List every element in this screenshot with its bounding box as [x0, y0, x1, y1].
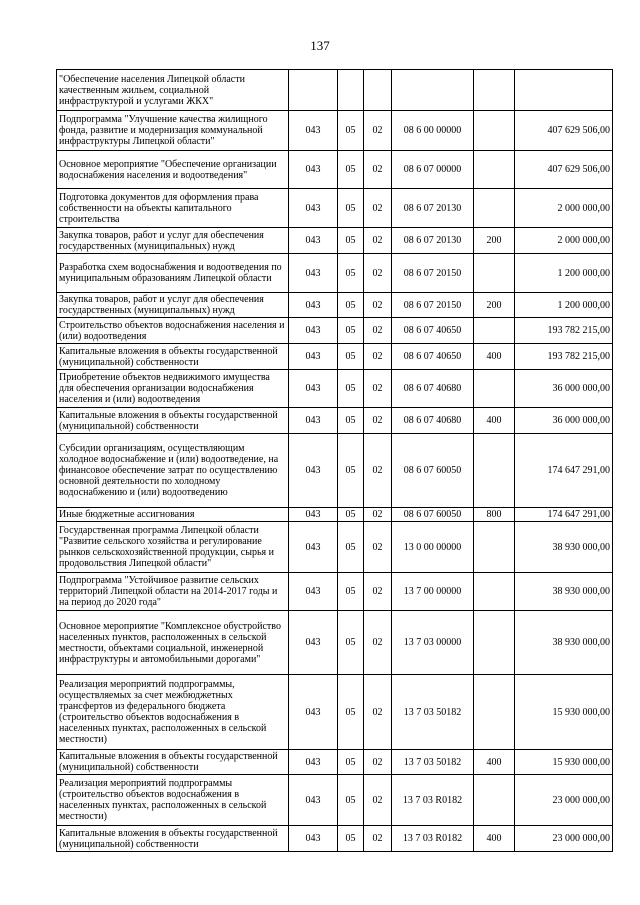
subsection-code: 02	[364, 228, 392, 254]
target-article-code: 08 6 07 40680	[392, 370, 474, 408]
admin-code: 043	[289, 370, 338, 408]
row-name: Капитальные вложения в объекты государственной (муниципальной) собственности	[57, 826, 289, 852]
target-article-code: 08 6 07 60050	[392, 508, 474, 522]
table-row	[57, 254, 613, 293]
section-code: 05	[338, 189, 364, 228]
amount: 2 000 000,00	[515, 228, 613, 254]
table-row	[57, 70, 613, 111]
table-row	[57, 344, 613, 370]
row-name: Капитальные вложения в объекты государственной (муниципальной) собственности	[57, 750, 289, 775]
subsection-code: 02	[364, 775, 392, 826]
expense-type-code: 400	[474, 750, 515, 775]
table-row	[57, 826, 613, 852]
row-name: Строительство объектов водоснабжения населения и (или) водоотведения	[57, 318, 289, 344]
section-code: 05	[338, 344, 364, 370]
row-name: Приобретение объектов недвижимого имущества для обеспечения организации водоснабжения населения и (или) водоотведения	[57, 370, 289, 408]
row-name: Основное мероприятие "Комплексное обустройство населенных пунктов, расположенных в сельской местности, объектами социальной, инженерной инфраструктуры и автомобильными дорогами"	[57, 611, 289, 675]
amount: 23 000 000,00	[515, 826, 613, 852]
target-article-code: 08 6 07 20130	[392, 228, 474, 254]
section-code	[338, 70, 364, 111]
section-code: 05	[338, 254, 364, 293]
subsection-code: 02	[364, 611, 392, 675]
target-article-code: 08 6 07 20150	[392, 293, 474, 318]
target-article-code: 08 6 07 00000	[392, 151, 474, 189]
table-row	[57, 611, 613, 675]
table-row	[57, 370, 613, 408]
section-code: 05	[338, 750, 364, 775]
expense-type-code	[474, 70, 515, 111]
target-article-code: 08 6 07 40650	[392, 318, 474, 344]
table-row	[57, 434, 613, 508]
expense-type-code	[474, 318, 515, 344]
section-code: 05	[338, 611, 364, 675]
amount: 38 930 000,00	[515, 573, 613, 611]
amount: 2 000 000,00	[515, 189, 613, 228]
row-name: "Обеспечение населения Липецкой области качественным жильем, социальной инфраструктурой и услугами ЖКХ"	[57, 70, 289, 111]
budget-table	[56, 69, 613, 852]
table-row	[57, 228, 613, 254]
section-code: 05	[338, 228, 364, 254]
amount: 36 000 000,00	[515, 408, 613, 434]
admin-code: 043	[289, 750, 338, 775]
row-name: Основное мероприятие "Обеспечение организации водоснабжения населения и водоотведения"	[57, 151, 289, 189]
row-name: Реализация мероприятий подпрограммы (строительство объектов водоснабжения в населенных пунктах, расположенных в сельской местности)	[57, 775, 289, 826]
section-code: 05	[338, 293, 364, 318]
expense-type-code: 400	[474, 408, 515, 434]
table-row	[57, 189, 613, 228]
table-row	[57, 522, 613, 573]
section-code: 05	[338, 318, 364, 344]
table-row	[57, 318, 613, 344]
table-row	[57, 508, 613, 522]
table-body	[57, 70, 613, 852]
expense-type-code	[474, 611, 515, 675]
admin-code: 043	[289, 344, 338, 370]
admin-code: 043	[289, 508, 338, 522]
admin-code: 043	[289, 318, 338, 344]
row-name: Подпрограмма "Улучшение качества жилищного фонда, развитие и модернизация коммунальной инфраструктуры Липецкой области"	[57, 111, 289, 151]
table-row	[57, 675, 613, 750]
amount: 407 629 506,00	[515, 151, 613, 189]
amount: 38 930 000,00	[515, 522, 613, 573]
section-code: 05	[338, 370, 364, 408]
subsection-code: 02	[364, 344, 392, 370]
subsection-code: 02	[364, 151, 392, 189]
row-name: Государственная программа Липецкой области "Развитие сельского хозяйства и регулирование рынков сельскохозяйственной продукции, сырья и продовольствия Липецкой области"	[57, 522, 289, 573]
admin-code: 043	[289, 408, 338, 434]
target-article-code: 08 6 07 40650	[392, 344, 474, 370]
subsection-code: 02	[364, 318, 392, 344]
section-code: 05	[338, 434, 364, 508]
table-row	[57, 750, 613, 775]
amount: 174 647 291,00	[515, 434, 613, 508]
expense-type-code	[474, 675, 515, 750]
target-article-code: 08 6 07 20150	[392, 254, 474, 293]
subsection-code: 02	[364, 254, 392, 293]
section-code: 05	[338, 675, 364, 750]
row-name: Капитальные вложения в объекты государственной (муниципальной) собственности	[57, 344, 289, 370]
admin-code: 043	[289, 254, 338, 293]
target-article-code: 13 7 00 00000	[392, 573, 474, 611]
section-code: 05	[338, 573, 364, 611]
table-row	[57, 408, 613, 434]
expense-type-code	[474, 189, 515, 228]
admin-code: 043	[289, 228, 338, 254]
expense-type-code: 200	[474, 228, 515, 254]
amount: 1 200 000,00	[515, 254, 613, 293]
row-name: Капитальные вложения в объекты государственной (муниципальной) собственности	[57, 408, 289, 434]
amount: 15 930 000,00	[515, 675, 613, 750]
admin-code: 043	[289, 189, 338, 228]
expense-type-code	[474, 370, 515, 408]
target-article-code: 08 6 00 00000	[392, 111, 474, 151]
amount: 193 782 215,00	[515, 344, 613, 370]
subsection-code: 02	[364, 189, 392, 228]
section-code: 05	[338, 826, 364, 852]
section-code: 05	[338, 508, 364, 522]
subsection-code: 02	[364, 675, 392, 750]
row-name: Закупка товаров, работ и услуг для обеспечения государственных (муниципальных) нужд	[57, 228, 289, 254]
expense-type-code: 200	[474, 293, 515, 318]
subsection-code: 02	[364, 508, 392, 522]
subsection-code: 02	[364, 573, 392, 611]
amount	[515, 70, 613, 111]
row-name: Субсидии организациям, осуществляющим холодное водоснабжение и (или) водоотведение, на финансовое обеспечение затрат по осуществлению основной деятельности по холодному водоснабжению и (или) водоотведению	[57, 434, 289, 508]
subsection-code: 02	[364, 750, 392, 775]
table-row	[57, 111, 613, 151]
target-article-code: 13 7 03 50182	[392, 750, 474, 775]
admin-code: 043	[289, 826, 338, 852]
amount: 23 000 000,00	[515, 775, 613, 826]
subsection-code: 02	[364, 370, 392, 408]
row-name: Иные бюджетные ассигнования	[57, 508, 289, 522]
target-article-code: 13 0 00 00000	[392, 522, 474, 573]
admin-code: 043	[289, 111, 338, 151]
row-name: Реализация мероприятий подпрограммы, осуществляемых за счет межбюджетных трансфертов из федерального бюджета (строительство объектов водоснабжения в населенных пунктах, расположенных в сельской местности)	[57, 675, 289, 750]
admin-code: 043	[289, 151, 338, 189]
amount: 407 629 506,00	[515, 111, 613, 151]
expense-type-code	[474, 434, 515, 508]
target-article-code: 13 7 03 R0182	[392, 826, 474, 852]
subsection-code: 02	[364, 522, 392, 573]
subsection-code: 02	[364, 826, 392, 852]
subsection-code	[364, 70, 392, 111]
admin-code	[289, 70, 338, 111]
admin-code: 043	[289, 573, 338, 611]
table-row	[57, 293, 613, 318]
section-code: 05	[338, 151, 364, 189]
admin-code: 043	[289, 293, 338, 318]
expense-type-code: 800	[474, 508, 515, 522]
amount: 36 000 000,00	[515, 370, 613, 408]
target-article-code: 13 7 03 50182	[392, 675, 474, 750]
page-number: 137	[310, 38, 330, 53]
row-name: Разработка схем водоснабжения и водоотведения по муниципальным образованиям Липецкой области	[57, 254, 289, 293]
subsection-code: 02	[364, 111, 392, 151]
admin-code: 043	[289, 675, 338, 750]
subsection-code: 02	[364, 408, 392, 434]
amount: 15 930 000,00	[515, 750, 613, 775]
expense-type-code: 400	[474, 826, 515, 852]
row-name: Закупка товаров, работ и услуг для обеспечения государственных (муниципальных) нужд	[57, 293, 289, 318]
admin-code: 043	[289, 775, 338, 826]
admin-code: 043	[289, 611, 338, 675]
expense-type-code	[474, 775, 515, 826]
row-name: Подготовка документов для оформления права собственности на объекты капитального строительства	[57, 189, 289, 228]
admin-code: 043	[289, 522, 338, 573]
expense-type-code	[474, 522, 515, 573]
section-code: 05	[338, 522, 364, 573]
expense-type-code	[474, 111, 515, 151]
section-code: 05	[338, 111, 364, 151]
target-article-code: 13 7 03 R0182	[392, 775, 474, 826]
expense-type-code	[474, 573, 515, 611]
row-name: Подпрограмма "Устойчивое развитие сельских территорий Липецкой области на 2014-2017 годы и на период до 2020 года"	[57, 573, 289, 611]
subsection-code: 02	[364, 293, 392, 318]
expense-type-code	[474, 254, 515, 293]
amount: 174 647 291,00	[515, 508, 613, 522]
expense-type-code	[474, 151, 515, 189]
admin-code: 043	[289, 434, 338, 508]
target-article-code	[392, 70, 474, 111]
amount: 193 782 215,00	[515, 318, 613, 344]
section-code: 05	[338, 408, 364, 434]
target-article-code: 08 6 07 60050	[392, 434, 474, 508]
target-article-code: 08 6 07 40680	[392, 408, 474, 434]
expense-type-code: 400	[474, 344, 515, 370]
table-row	[57, 151, 613, 189]
subsection-code: 02	[364, 434, 392, 508]
table-row	[57, 573, 613, 611]
section-code: 05	[338, 775, 364, 826]
amount: 38 930 000,00	[515, 611, 613, 675]
target-article-code: 08 6 07 20130	[392, 189, 474, 228]
target-article-code: 13 7 03 00000	[392, 611, 474, 675]
table-row	[57, 775, 613, 826]
amount: 1 200 000,00	[515, 293, 613, 318]
